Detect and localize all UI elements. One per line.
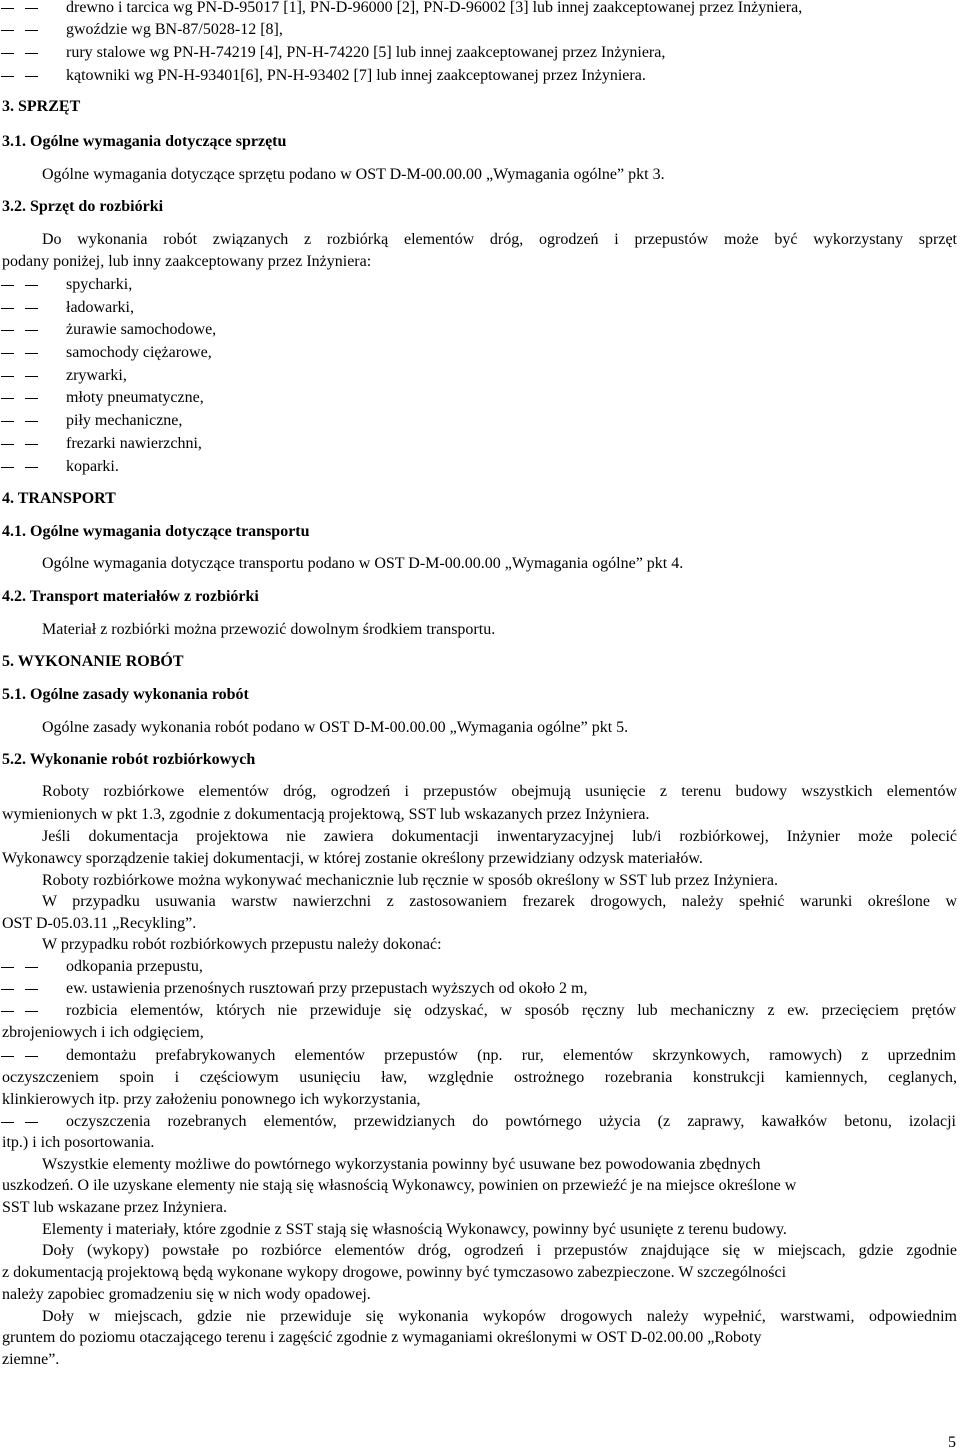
section-heading: 3.2. Sprzęt do rozbiórki xyxy=(2,198,164,215)
list-item xyxy=(0,297,960,319)
dash-bullet-icon xyxy=(0,365,66,387)
list-item xyxy=(0,1111,960,1133)
list-item xyxy=(0,1000,960,1022)
dash-bullet-icon xyxy=(0,65,66,87)
list-item-text: żurawie samochodowe, xyxy=(66,321,217,338)
list-item-text: koparki. xyxy=(66,458,119,475)
dash-bullet-icon xyxy=(0,1000,66,1022)
list-item xyxy=(0,433,960,455)
paragraph-line: klinkierowych itp. przy założeniu ponownego ich wykorzystania, xyxy=(2,1091,421,1108)
paragraph-line: z dokumentacją projektową będą wykonane wykopy drogowe, powinny być tymczasowo zabezpieczone. W szczególności xyxy=(2,1264,787,1281)
list-item xyxy=(0,456,960,478)
list-item-text: oczyszczenia rozebranych elementów, przewidzianych do powtórnego użycia (z zaprawy, kawałków betonu, izolacji xyxy=(66,1113,956,1130)
list-item-text: samochody ciężarowe, xyxy=(66,344,212,361)
paragraph-line: SST lub wskazane przez Inżyniera. xyxy=(2,1199,227,1216)
paragraph-line: Roboty rozbiórkowe można wykonywać mechanicznie lub ręcznie w sposób określony w SST lub przez Inżyniera. xyxy=(42,872,778,889)
list-item-text: zrywarki, xyxy=(66,367,127,384)
list-item-text: odkopania przepustu, xyxy=(66,958,203,975)
paragraph-line: Ogólne wymagania dotyczące sprzętu podano w OST D-M-00.00.00 „Wymagania ogólne” pkt 3. xyxy=(42,166,665,183)
paragraph-line: Jeśli dokumentacja projektowa nie zawiera dokumentacji inwentaryzacyjnej lub/i rozbiórkowej, Inżynier może polecić xyxy=(42,828,957,845)
list-item-text: frezarki nawierzchni, xyxy=(66,435,202,452)
paragraph-line: OST D-05.03.11 „Recykling”. xyxy=(2,915,197,932)
dash-bullet-icon xyxy=(0,456,66,478)
list-item-text: młoty pneumatyczne, xyxy=(66,389,204,406)
list-item xyxy=(0,319,960,341)
list-item xyxy=(0,410,960,432)
paragraph-line: wymienionych w pkt 1.3, zgodnie z dokumentacją projektową, SST lub wskazanych przez Inżyniera. xyxy=(2,806,650,823)
paragraph-line: Doły w miejscach, gdzie nie przewiduje się wykonania wykopów drogowych należy wypełnić, warstwami, odpowiednim xyxy=(42,1308,957,1325)
section-heading: 5. WYKONANIE ROBÓT xyxy=(2,653,184,670)
paragraph-line: W przypadku robót rozbiórkowych przepustu należy dokonać: xyxy=(42,936,442,953)
page-number: 5 xyxy=(948,1434,956,1451)
list-item xyxy=(0,342,960,364)
dash-bullet-icon xyxy=(0,1111,66,1133)
list-item-text: ew. ustawienia przenośnych rusztowań przy przepustach wyższych od około 2 m, xyxy=(66,980,588,997)
paragraph-line: gruntem do poziomu otaczającego terenu i zagęścić zgodnie z wymaganiami określonymi w OST D-02.00.00 „Roboty xyxy=(2,1329,762,1346)
list-item xyxy=(0,365,960,387)
paragraph-line: W przypadku usuwania warstw nawierzchni z zastosowaniem frezarek drogowych, należy spełnić warunki określone w xyxy=(42,893,957,910)
paragraph-line: Wykonawcy sporządzenie takiej dokumentacji, w której zostanie określony przewidziany odzysk materiałów. xyxy=(2,850,703,867)
dash-bullet-icon xyxy=(0,387,66,409)
dash-bullet-icon xyxy=(0,0,66,19)
paragraph-line: Elementy i materiały, które zgodnie z SST stają się własnością Wykonawcy, powinny być usunięte z terenu budowy. xyxy=(42,1221,787,1238)
paragraph-line: Wszystkie elementy możliwe do powtórnego wykorzystania powinny być usuwane bez powodowania zbędnych xyxy=(42,1156,761,1173)
dash-bullet-icon xyxy=(0,297,66,319)
paragraph-line: Ogólne wymagania dotyczące transportu podano w OST D-M-00.00.00 „Wymagania ogólne” pkt 4. xyxy=(42,555,684,572)
paragraph-line: Materiał z rozbiórki można przewozić dowolnym środkiem transportu. xyxy=(42,621,496,638)
list-item-text: rury stalowe wg PN-H-74219 [4], PN-H-74220 [5] lub innej zaakceptowanej przez Inżyniera, xyxy=(66,44,666,61)
list-item xyxy=(0,956,960,978)
section-heading: 5.2. Wykonanie robót rozbiórkowych xyxy=(2,751,256,768)
list-item xyxy=(0,978,960,1000)
dash-bullet-icon xyxy=(0,1045,66,1067)
paragraph-line: itp.) i ich posortowania. xyxy=(2,1134,155,1151)
list-item-text: demontażu prefabrykowanych elementów przepustów (np. rur, elementów skrzynkowych, ramowych) z uprzednim xyxy=(66,1047,956,1064)
section-heading: 5.1. Ogólne zasady wykonania robót xyxy=(2,686,249,703)
list-item xyxy=(0,42,960,64)
list-item-text: spycharki, xyxy=(66,276,133,293)
list-item xyxy=(0,65,960,87)
list-item xyxy=(0,387,960,409)
list-item-text: gwoździe wg BN-87/5028-12 [8], xyxy=(66,21,283,38)
paragraph-line: oczyszczeniem spoin i częściowym usunięciu ław, względnie ostrożnego rozebrania konstrukcji kamiennych, ceglanych, xyxy=(2,1069,957,1086)
list-item-text: kątowniki wg PN-H-93401[6], PN-H-93402 [7] lub innej zaakceptowanej przez Inżyniera. xyxy=(66,67,646,84)
paragraph-line: ziemne”. xyxy=(2,1351,60,1368)
section-heading: 3.1. Ogólne wymagania dotyczące sprzętu xyxy=(2,133,287,150)
list-item-text: ładowarki, xyxy=(66,299,134,316)
list-item-text: drewno i tarcica wg PN-D-95017 [1], PN-D-96000 [2], PN-D-96002 [3] lub innej zaakceptowanej przez Inżyniera, xyxy=(66,0,803,16)
list-item-text: piły mechaniczne, xyxy=(66,412,183,429)
dash-bullet-icon xyxy=(0,19,66,41)
paragraph-line: zbrojeniowych i ich odgięciem, xyxy=(2,1024,204,1041)
paragraph-line: należy zapobiec gromadzeniu się w nich wody opadowej. xyxy=(2,1286,371,1303)
dash-bullet-icon xyxy=(0,274,66,296)
section-heading: 4.1. Ogólne wymagania dotyczące transportu xyxy=(2,523,310,540)
dash-bullet-icon xyxy=(0,319,66,341)
section-heading: 4.2. Transport materiałów z rozbiórki xyxy=(2,588,259,605)
list-item xyxy=(0,1045,960,1067)
list-item xyxy=(0,19,960,41)
dash-bullet-icon xyxy=(0,342,66,364)
paragraph-line: Do wykonania robót związanych z rozbiórką elementów dróg, ogrodzeń i przepustów może być wykorzystany sprzęt xyxy=(42,231,957,248)
list-item xyxy=(0,0,960,19)
list-item xyxy=(0,274,960,296)
dash-bullet-icon xyxy=(0,978,66,1000)
paragraph-line: Ogólne zasady wykonania robót podano w OST D-M-00.00.00 „Wymagania ogólne” pkt 5. xyxy=(42,719,629,736)
paragraph-line: uszkodzeń. O ile uzyskane elementy nie stają się własnością Wykonawcy, powinien on przewieźć je na miejsce określone w xyxy=(2,1177,797,1194)
dash-bullet-icon xyxy=(0,410,66,432)
paragraph-line: podany poniżej, lub inny zaakceptowany przez Inżyniera: xyxy=(2,253,372,270)
dash-bullet-icon xyxy=(0,42,66,64)
section-heading: 4. TRANSPORT xyxy=(2,490,116,507)
list-item-text: rozbicia elementów, których nie przewiduje się odzyskać, w sposób ręczny lub mechaniczny z ew. przecięciem prętów xyxy=(66,1002,956,1019)
dash-bullet-icon xyxy=(0,956,66,978)
dash-bullet-icon xyxy=(0,433,66,455)
section-heading: 3. SPRZĘT xyxy=(2,98,81,115)
paragraph-line: Roboty rozbiórkowe elementów dróg, ogrodzeń i przepustów obejmują usunięcie z terenu budowy wszystkich elementów xyxy=(42,783,957,800)
paragraph-line: Doły (wykopy) powstałe po rozbiórce elementów dróg, ogrodzeń i przepustów znajdujące się w miejscach, gdzie zgodnie xyxy=(42,1242,957,1259)
